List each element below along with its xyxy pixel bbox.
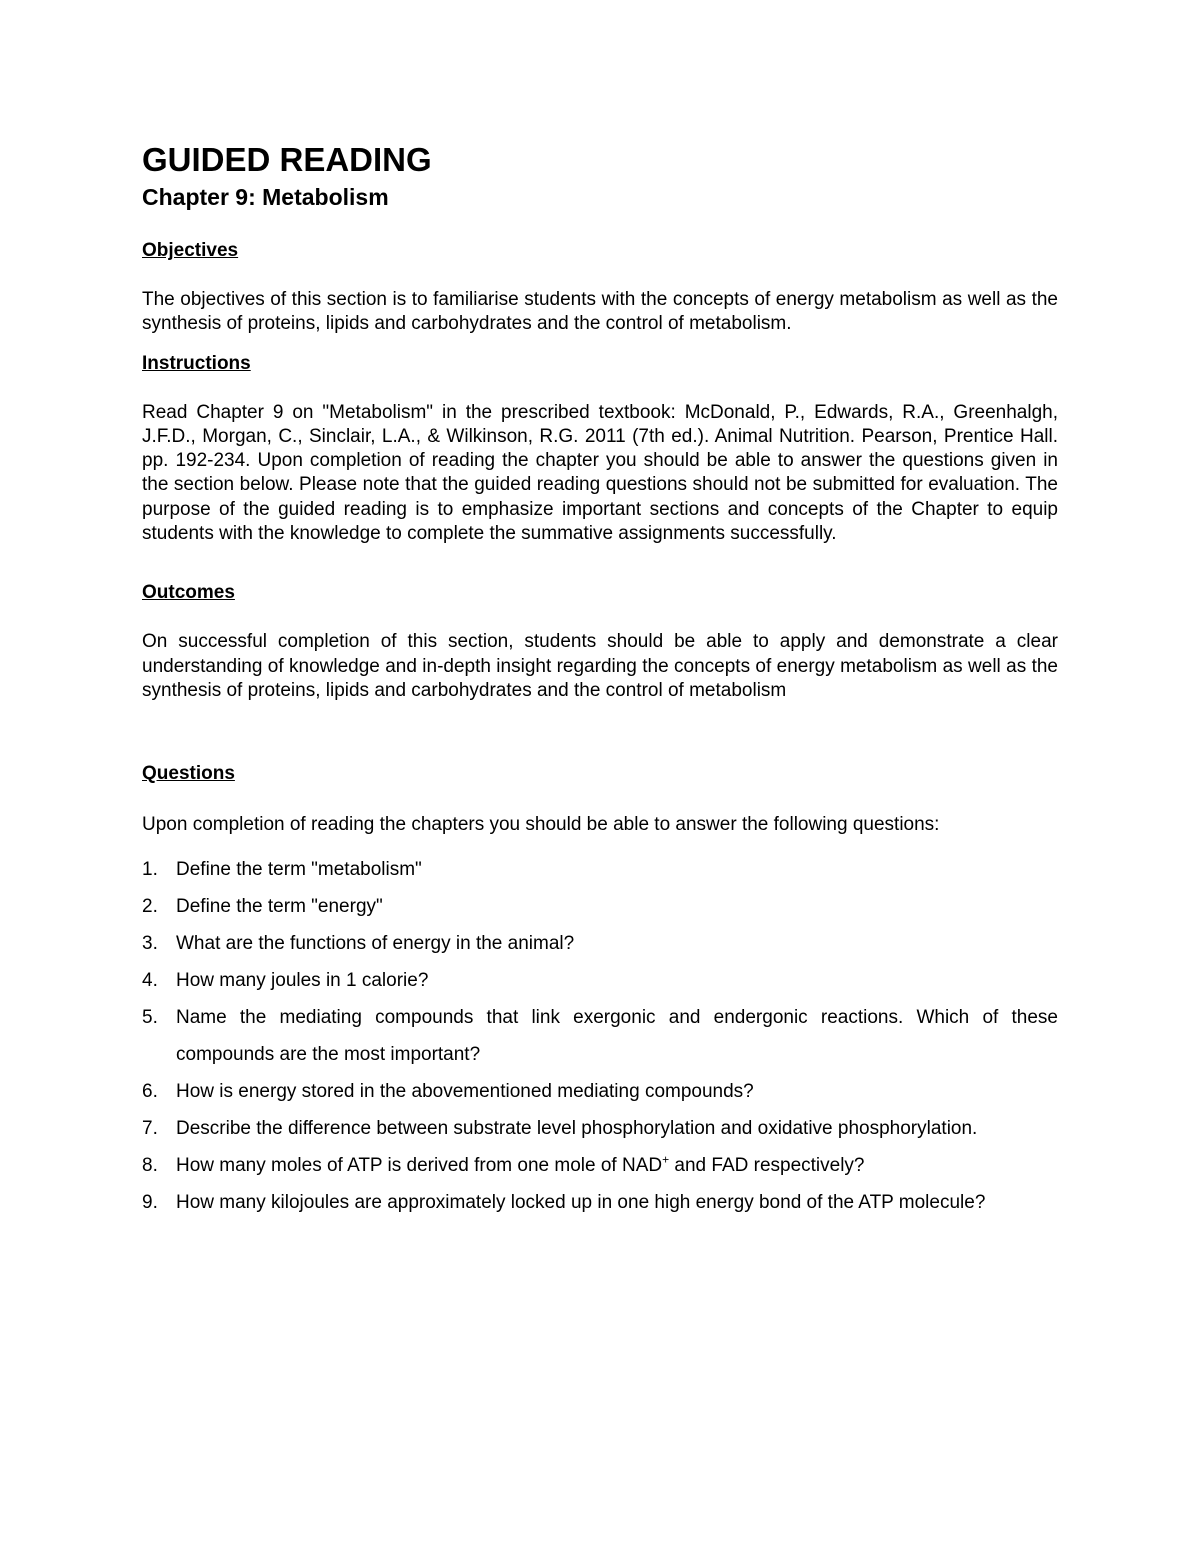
- objectives-section: [142, 238, 1058, 337]
- question-number: 9.: [142, 1192, 158, 1214]
- question-item: [142, 888, 1058, 925]
- question-text: What are the functions of energy in the animal?: [176, 933, 575, 955]
- instructions-text: Read Chapter 9 on "Metabolism" in the prescribed textbook: McDonald, P., Edwards, R.A., Greenhalgh, J.F.D., Morgan, C., Sinclair, L.A., & Wilkinson, R.G. 2011 (7th ed.). Animal Nutrition. Pearson, Prentice Hall. pp. 192-234. Upon completion of reading the chapter you should be able to answer the questions given in the section below. Please note that the guided reading questions should not be submitted for evaluation. The purpose of the guided reading is to emphasize important sections and concepts of the Chapter to equip students with the knowledge to complete the summative assignments successfully.: [142, 401, 1058, 545]
- questions-list: [142, 851, 1058, 1221]
- question-item: [142, 962, 1058, 999]
- question-text: [176, 1147, 1058, 1184]
- outcomes-section: [142, 580, 1058, 703]
- question-item: [142, 925, 1058, 962]
- questions-intro: Upon completion of reading the chapters you should be able to answer the following questions:: [142, 814, 940, 836]
- chapter-subtitle: Chapter 9: Metabolism: [142, 184, 389, 210]
- questions-heading: Questions: [142, 763, 235, 785]
- questions-section: [142, 761, 1058, 1221]
- question-text: Name the mediating compounds that link exergonic and endergonic reactions. Which of these compounds are the most important?: [176, 1007, 1058, 1066]
- question-text: Describe the difference between substrate level phosphorylation and oxidative phosphorylation.: [176, 1118, 978, 1140]
- objectives-text: The objectives of this section is to familiarise students with the concepts of energy metabolism as well as the synthesis of proteins, lipids and carbohydrates and the control of metabolism.: [142, 289, 1058, 335]
- question-number: 8.: [142, 1155, 158, 1177]
- question-text: Define the term "energy": [176, 896, 383, 918]
- question-item: [142, 1073, 1058, 1110]
- question-number: 6.: [142, 1081, 158, 1103]
- question-number: 5.: [142, 1007, 158, 1029]
- question-number: 1.: [142, 859, 158, 881]
- objectives-heading: Objectives: [142, 240, 239, 261]
- document-page: [142, 140, 1058, 1221]
- document-title: GUIDED READING: [142, 141, 432, 178]
- question-text-part: and FAD respectively?: [669, 1155, 865, 1177]
- question-text: How is energy stored in the abovementioned mediating compounds?: [176, 1081, 754, 1103]
- question-text: How many joules in 1 calorie?: [176, 970, 429, 992]
- question-item: [142, 999, 1058, 1073]
- question-number: 2.: [142, 896, 158, 918]
- question-item: [142, 1184, 1058, 1221]
- question-item: [142, 851, 1058, 888]
- question-item: [142, 1147, 1058, 1184]
- question-text: How many kilojoules are approximately locked up in one high energy bond of the ATP molecule?: [176, 1192, 986, 1214]
- superscript-plus: +: [662, 1152, 670, 1167]
- instructions-heading: Instructions: [142, 352, 251, 374]
- instructions-section: [142, 351, 1058, 547]
- outcomes-heading: Outcomes: [142, 582, 235, 604]
- question-number: 3.: [142, 933, 158, 955]
- question-number: 4.: [142, 970, 158, 992]
- question-text-part: How many moles of ATP is derived from one mole of NAD: [176, 1155, 663, 1177]
- outcomes-text: On successful completion of this section, students should be able to apply and demonstrate a clear understanding of knowledge and in-depth insight regarding the concepts of energy metabolism as well as the synthesis of proteins, lipids and carbohydrates and the control of metabolism: [142, 631, 1058, 701]
- question-number: 7.: [142, 1118, 158, 1140]
- question-text: Define the term "metabolism": [176, 859, 422, 881]
- question-item: [142, 1110, 1058, 1147]
